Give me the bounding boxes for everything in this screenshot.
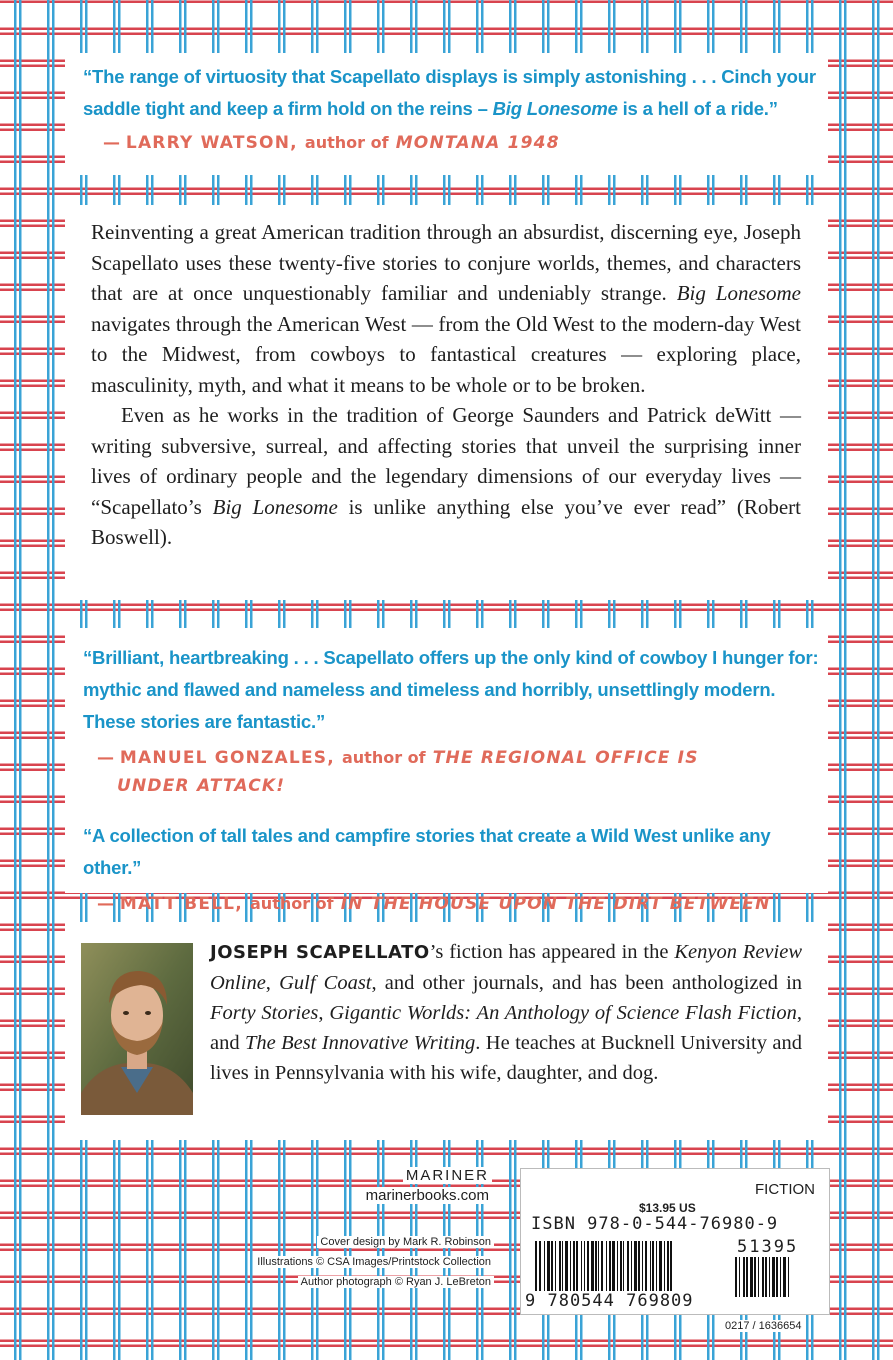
product-code: 0217 / 1636654: [722, 1320, 804, 1332]
category-label: FICTION: [755, 1181, 815, 1198]
publisher-url[interactable]: marinerbooks.com: [363, 1187, 492, 1204]
addon-digits: 51395: [737, 1237, 799, 1257]
credit-cover: Cover design by Mark R. Robinson: [250, 1232, 494, 1252]
publisher-info: [300, 1165, 494, 1203]
publisher-name: MARINER: [403, 1167, 492, 1184]
barcode-addon: [735, 1257, 815, 1297]
credits: [250, 1232, 494, 1292]
ean-digits: 9 780544 769809: [525, 1291, 694, 1311]
description-panel: [65, 205, 828, 600]
author-photo: [81, 943, 193, 1115]
quote-watson: “The range of virtuosity that Scapellato displays is simply astonishing . . . Cinch your saddle tight and keep a firm hold on the reins – Big Lonesome is a hell of a ride.”: [83, 66, 816, 119]
middle-quotes-panel: [65, 628, 828, 914]
author-portrait-icon: [81, 943, 193, 1115]
barcode-bar: [789, 1257, 791, 1297]
attribution-watson: — LARRY WATSON, author of MONTANA 1948: [103, 133, 560, 153]
credit-illustrations: Illustrations © CSA Images/Printstock Collection: [250, 1252, 494, 1272]
quote-bell: “A collection of tall tales and campfire stories that create a Wild West unlike any other.”: [83, 825, 771, 878]
credit-photo: Author photograph © Ryan J. LeBreton: [250, 1272, 494, 1292]
barcode-bar: [670, 1241, 672, 1293]
barcode-box: [520, 1168, 830, 1315]
isbn-label: ISBN 978-0-544-76980-9: [531, 1214, 779, 1234]
barcode-main: [535, 1241, 719, 1293]
author-bio-panel: [65, 922, 828, 1140]
author-bio-text: JOSEPH SCAPELLATO’s fiction has appeared in the Kenyon Review Online, Gulf Coast, and other journals, and has been anthologized in Forty Stories, Gigantic Worlds: An Anthology of Science Flash Fiction, and The Best Innovative Writing. He teaches at Bucknell University and lives in Pennsylvania with his wife, daughter, and dog.: [210, 941, 803, 1084]
description-paragraph-1: Reinventing a great American tradition through an absurdist, discerning eye, Joseph Scapellato uses these twenty-five stories to conjure worlds, themes, and characters that are at once unquestionably familiar and undeniably strange. Big Lonesome navigates through the American West — from the Old West to the modern-day West to the Midwest, from cowboys to fantastical creatures — exploring place, masculinity, myth, and what it means to be whole or to be broken.: [91, 220, 801, 397]
top-quote-panel: [65, 53, 828, 175]
quote-gonzales: “Brilliant, heartbreaking . . . Scapellato offers up the only kind of cowboy I hunger for: mythic and flawed and nameless and timeless and horribly, unsettlingly modern. These stories are fantastic.”: [83, 647, 819, 732]
attribution-bell: — MATT BELL, author of IN THE HOUSE UPON THE DIRT BETWEEN: [97, 894, 771, 914]
price-label: $13.95 US: [639, 1201, 696, 1215]
description-paragraph-2: Even as he works in the tradition of George Saunders and Patrick deWitt — writing subversive, surreal, and affecting stories that unveil the surprising inner lives of ordinary people and the legendary dimensions of our everyday lives — “Scapellato’s Big Lonesome is unlike anything else you’ve ever read” (Robert Boswell).: [91, 403, 802, 549]
attribution-gonzales: — MANUEL GONZALES, author of THE REGIONAL OFFICE IS UNDER ATTACK!: [97, 748, 699, 796]
